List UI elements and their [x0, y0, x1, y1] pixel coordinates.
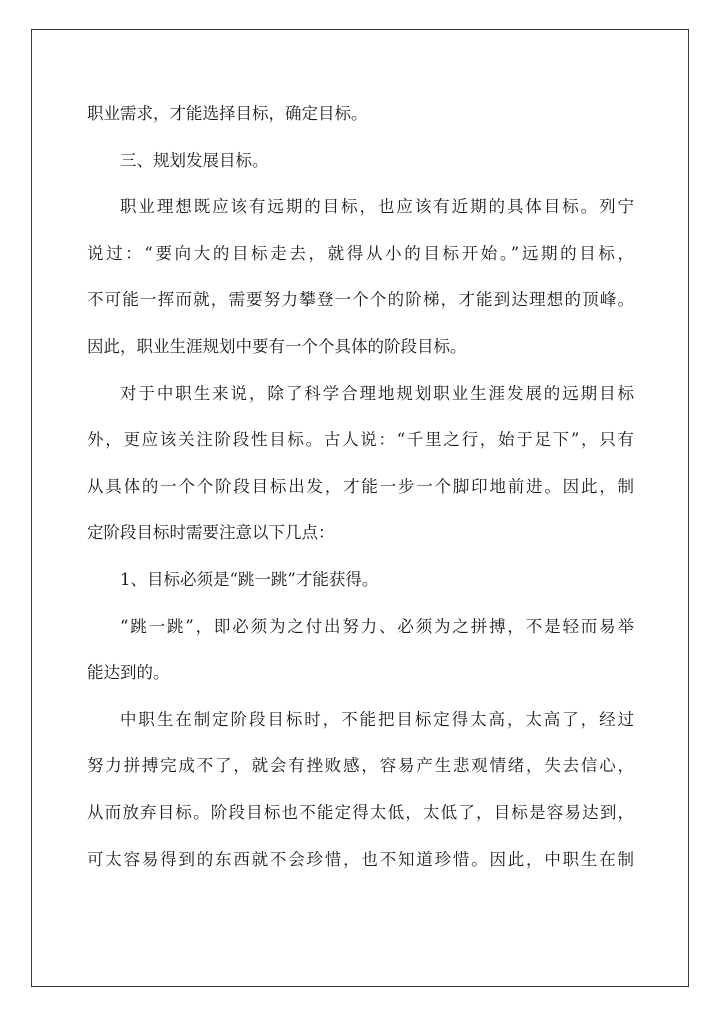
text-line: 可太容易得到的东西就不会珍惜，也不知道珍惜。因此，中职生在制: [87, 849, 634, 869]
text-line: 说过：“要向大的目标走去，就得从小的目标开始。”远期的目标，: [87, 243, 634, 263]
text-line: 中职生在制定阶段目标时，不能把目标定得太高，太高了，经过: [120, 709, 634, 729]
text-line: 从具体的一个个阶段目标出发，才能一步一个脚印地前进。因此，制: [87, 476, 634, 496]
document-body: [87, 91, 634, 883]
section-heading: 三、规划发展目标。: [120, 150, 269, 170]
text-line: 外，更应该关注阶段性目标。古人说：“千里之行，始于足下”，只有: [87, 430, 634, 450]
text-line: 从而放弃目标。阶段目标也不能定得太低，太低了，目标是容易达到，: [87, 802, 634, 822]
text-line: 对于中职生来说，除了科学合理地规划职业生涯发展的远期目标: [120, 383, 634, 403]
text-line: 职业需求，才能选择目标，确定目标。: [87, 104, 368, 123]
text-line: 不可能一挥而就，需要努力攀登一个个的阶梯，才能到达理想的顶峰。: [87, 290, 634, 310]
text-line: 能达到的。: [87, 663, 170, 683]
text-line: 努力拼搏完成不了，就会有挫败感，容易产生悲观情绪，失去信心，: [87, 756, 634, 776]
list-item-heading: 1、目标必须是“跳一跳”才能获得。: [120, 569, 379, 589]
text-line: 定阶段目标时需要注意以下几点：: [87, 523, 335, 543]
text-line: 因此，职业生涯规划中要有一个个具体的阶段目标。: [87, 336, 467, 356]
text-line: “跳一跳”，即必须为之付出努力、必须为之拼搏，不是轻而易举: [120, 616, 634, 636]
text-line: 职业理想既应该有远期的目标，也应该有近期的具体目标。列宁: [120, 197, 634, 217]
